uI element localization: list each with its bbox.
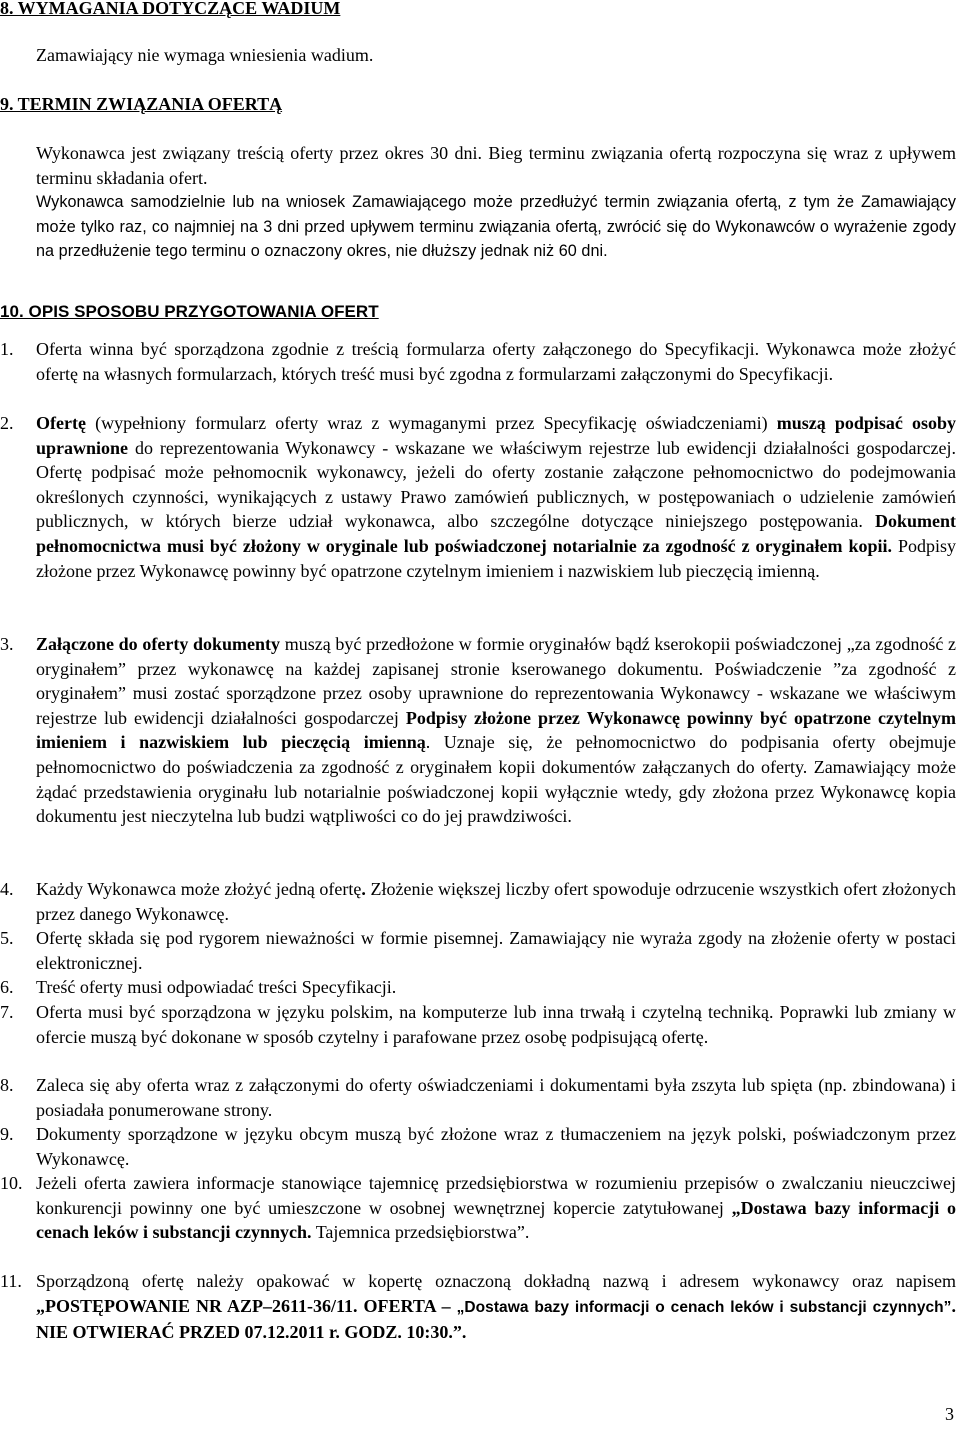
- item-number: 11.: [0, 1271, 22, 1291]
- item-number: 10.: [0, 1173, 23, 1193]
- list-item-5: Ofertę składa się pod rygorem nieważności w formie pisemnej. Zamawiający nie wyraża zgody na złożenie oferty w postaci elektronicznej.: [36, 928, 956, 973]
- list-item-6: Treść oferty musi odpowiadać treści Specyfikacji.: [36, 977, 397, 997]
- item-number: 1.: [0, 339, 14, 359]
- list-item-1: Oferta winna być sporządzona zgodnie z treścią formularza oferty załączonego do Specyfikacji. Wykonawca może złożyć ofertę na własnych formularzach, których treść musi być zgodna z formularzami załączonymi do Specyfikacji.: [36, 339, 956, 384]
- item-number: 2.: [0, 413, 14, 433]
- section-8-text: Zamawiający nie wymaga wniesienia wadium.: [36, 45, 374, 65]
- list-item-10: Jeżeli oferta zawiera informacje stanowiące tajemnicę przedsiębiorstwa w rozumieniu przepisów o zwalczaniu nieuczciwej konkurencji powinny one być umieszczone w osobnej wewnętrznej kopercie zatytułowanej „Dostawa bazy informacji o cenach leków i substancji czynnych. Tajemnica przedsiębiorstwa”.: [36, 1173, 956, 1243]
- list-item-3: Załączone do oferty dokumenty muszą być przedłożone w formie oryginałów bądź kserokopii poświadczonej „za zgodność z oryginałem” przez wykonawcę na każdej zapisanej stronie kserowanego dokumentu. Poświadczenie ”za zgodność z oryginałem” musi zostać sporządzone przez osoby uprawnione do reprezentowania Wykonawcy - wskazane we właściwym rejestrze lub ewidencji działalności gospodarczej Podpisy złożone przez Wykonawcę powinny być opatrzone czytelnym imieniem i nazwiskiem lub pieczęcią imienną. Uznaje się, że pełnomocnictwo do podpisania oferty obejmuje pełnomocnictwo do poświadczenia za zgodność z oryginałem kopii dokumentów załączanych do oferty. Zamawiający może żądać przedstawienia oryginału lub notarialnie poświadczonej kopii wyłącznie wtedy, gdy złożona przez Wykonawcę kopia dokumentu jest nieczytelna lub budzi wątpliwości co do jej prawdziwości.: [36, 634, 957, 827]
- section-10-heading: 10. OPIS SPOSOBU PRZYGOTOWANIA OFERT: [0, 302, 379, 321]
- item-number: 6.: [0, 977, 14, 997]
- page-number: 3: [945, 1404, 954, 1425]
- section-8-heading: 8. WYMAGANIA DOTYCZĄCE WADIUM: [0, 0, 341, 18]
- list-item-11: Sporządzoną ofertę należy opakować w kopertę oznaczoną dokładną nazwą i adresem wykonawcy oraz napisem „POSTĘPOWANIE NR AZP–2611-36/11. OFERTA – „Dostawa bazy informacji o cenach leków i substancji czynnych”. NIE OTWIERAĆ PRZED 07.12.2011 r. GODZ. 10:30.”.: [36, 1271, 956, 1343]
- item-number: 5.: [0, 928, 14, 948]
- item-number: 9.: [0, 1124, 14, 1144]
- section-9-paragraph-1: Wykonawca jest związany treścią oferty przez okres 30 dni. Bieg terminu związania ofertą rozpoczyna się wraz z upływem terminu składania ofert.: [36, 143, 956, 188]
- item-number: 3.: [0, 634, 14, 654]
- list-item-4: Każdy Wykonawca może złożyć jedną ofertę. Złożenie większej liczby ofert spowoduje odrzucenie wszystkich ofert złożonych przez danego Wykonawcę.: [36, 879, 956, 924]
- section-9-heading: 9. TERMIN ZWIĄZANIA OFERTĄ: [0, 94, 283, 114]
- list-item-7: Oferta musi być sporządzona w języku polskim, na komputerze lub inna trwałą i czytelną techniką. Poprawki lub zmiany w ofercie muszą być dokonane w sposób czytelny i parafowane przez osobę podpisującą ofertę.: [36, 1002, 956, 1047]
- list-item-8: Zaleca się aby oferta wraz z załączonymi do oferty oświadczeniami i dokumentami była zszyta lub spięta (np. zbindowana) i posiadała ponumerowane strony.: [36, 1075, 956, 1120]
- item-number: 8.: [0, 1075, 14, 1095]
- section-9-paragraph-2: Wykonawca samodzielnie lub na wniosek Zamawiającego może przedłużyć termin związania ofertą, z tym że Zamawiający może tylko raz, co najmniej na 3 dni przed upływem terminu związania ofertą, zwrócić się do Wykonawców o wyrażenie zgody na przedłużenie tego terminu o oznaczony okres, nie dłuższy jednak niż 60 dni.: [36, 193, 956, 261]
- list-item-2: Ofertę (wypełniony formularz oferty wraz z wymaganymi przez Specyfikację oświadczeniami) muszą podpisać osoby uprawnione do reprezentowania Wykonawcy - wskazane we właściwym rejestrze lub ewidencji działalności gospodarczej. Ofertę podpisać może pełnomocnik wykonawcy, jeżeli do oferty zostanie załączone pełnomocnictwo do podejmowania określonych czynności, wynikających z ustawy Prawo zamówień publicznych, w postępowaniach o udzielenie zamówień publicznych, w których bierze udział wykonawca, albo szczególne dotyczące niniejszego postępowania. Dokument pełnomocnictwa musi być złożony w oryginale lub poświadczonej notarialnie za zgodność z oryginałem kopii. Podpisy złożone przez Wykonawcę powinny być opatrzone czytelnym imieniem i nazwiskiem lub pieczęcią imienną.: [36, 413, 957, 581]
- list-item-9: Dokumenty sporządzone w języku obcym muszą być złożone wraz z tłumaczeniem na język polski, poświadczonym przez Wykonawcę.: [36, 1124, 956, 1169]
- item-number: 4.: [0, 879, 14, 899]
- item-number: 7.: [0, 1002, 14, 1022]
